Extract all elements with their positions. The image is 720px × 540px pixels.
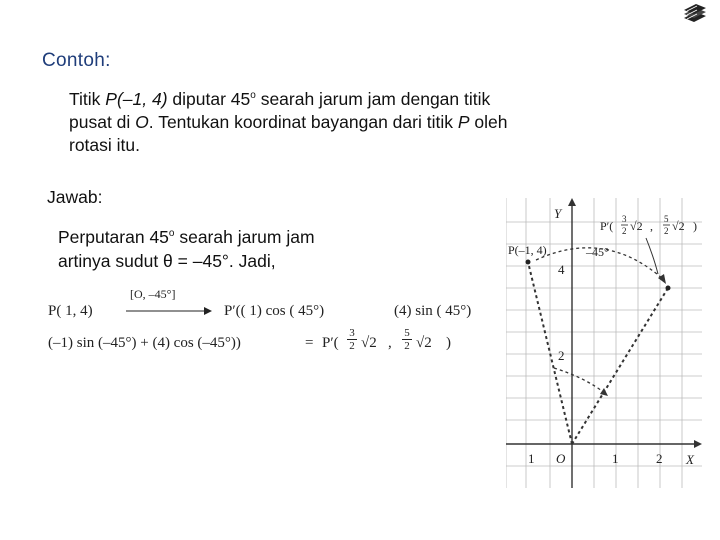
answer-heading: Jawab: — [47, 187, 103, 207]
fraction-numerator: 5 — [404, 327, 410, 339]
answer-text — [58, 222, 398, 273]
point-p — [526, 260, 531, 265]
text: oleh — [469, 111, 508, 132]
angle-arc — [554, 368, 606, 394]
origin-label: O — [556, 451, 566, 466]
answer-line-2: artinya sudut θ = –45°. Jadi, — [58, 250, 276, 271]
x-axis-label: X — [686, 452, 694, 467]
y-axis-arrow-icon — [568, 198, 576, 206]
text: searah jarum jam — [174, 226, 315, 247]
fraction-1 — [347, 327, 357, 352]
text: pusat di — [69, 111, 136, 132]
text: searah jarum jam dengan titik — [255, 88, 491, 109]
equals-sign: = — [305, 335, 314, 351]
fraction-denominator: 2 — [402, 339, 412, 352]
root-2: √2 — [416, 335, 432, 351]
degree-mark: o — [250, 90, 256, 101]
point-coords: (–1, 4) — [116, 88, 168, 109]
image-frac2-num: 5 — [664, 214, 669, 224]
result-prefix: P′( — [322, 335, 339, 351]
point-name: P — [105, 88, 117, 109]
problem-line-3: rotasi itu. — [69, 134, 140, 155]
arc-arrow-icon — [658, 274, 666, 284]
angle-label: –45° — [586, 245, 609, 259]
text: Perputaran 45 — [58, 226, 169, 247]
image-frac2-den: 2 — [664, 226, 669, 236]
arrow-label: [O, –45°] — [130, 287, 176, 301]
fraction-denominator: 2 — [347, 339, 357, 352]
image-label-suffix: ) — [693, 219, 697, 233]
label-pointer — [646, 238, 658, 274]
image-frac1-den: 2 — [622, 226, 627, 236]
image-sep: , — [650, 219, 653, 233]
x-axis-arrow-icon — [694, 440, 702, 448]
image-label-prefix: P′( — [600, 219, 614, 233]
tick-y-4: 4 — [558, 262, 565, 277]
tick-x-neg1: 1 — [528, 451, 535, 466]
tick-x-1: 1 — [612, 451, 619, 466]
problem-statement — [69, 84, 629, 157]
formula-row2: (–1) sin (–45°) + (4) cos (–45°)) — [48, 335, 241, 351]
tick-x-2: 2 — [656, 451, 663, 466]
answer-line-1 — [58, 222, 398, 249]
formula-part2: (4) sin ( 45°) — [394, 303, 472, 319]
text: . Tentukan koordinat bayangan dari titik — [148, 111, 458, 132]
formula-start: P( 1, 4) — [48, 303, 93, 319]
segment-op-prime — [572, 288, 668, 444]
problem-line-1 — [69, 84, 629, 111]
book-stack-logo-icon — [682, 4, 708, 24]
example-heading: Contoh: — [42, 50, 111, 71]
degree-mark: o — [168, 228, 175, 239]
tick-y-2: 2 — [558, 348, 565, 363]
image-root2: √2 — [672, 219, 685, 233]
formula-part1: P′(( 1) cos ( 45°) — [224, 303, 325, 319]
image-root1: √2 — [630, 219, 643, 233]
point-name: P — [457, 111, 470, 132]
point-p-prime — [666, 286, 671, 291]
fraction-2 — [402, 327, 412, 352]
fraction-numerator: 3 — [349, 327, 355, 339]
center-name: O — [135, 111, 149, 132]
result-suffix: ) — [446, 335, 451, 351]
transform-arrow-icon — [126, 304, 212, 322]
rotation-graph — [506, 198, 702, 488]
image-frac1-num: 3 — [622, 214, 627, 224]
text: Titik — [69, 88, 106, 109]
text: diputar 45 — [167, 88, 251, 109]
problem-line-2 — [69, 111, 629, 134]
y-axis-label: Y — [554, 206, 562, 221]
point-p-label: P(–1, 4) — [508, 243, 547, 257]
angle-arc-arrow-icon — [600, 388, 608, 396]
root-1: √2 — [361, 335, 377, 351]
separator: , — [388, 335, 392, 351]
